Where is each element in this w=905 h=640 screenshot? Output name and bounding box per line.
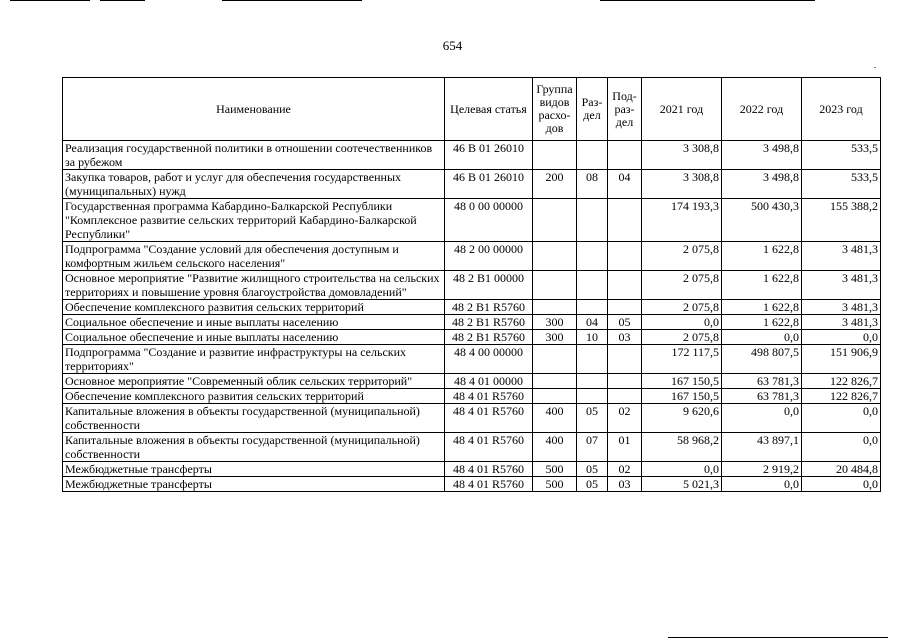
cell-2022: 3 498,8 xyxy=(722,141,802,170)
cell-section: 05 xyxy=(577,404,608,433)
cell-group xyxy=(533,345,577,374)
cell-section xyxy=(577,389,608,404)
cell-group: 500 xyxy=(533,477,577,492)
cell-2022: 1 622,8 xyxy=(722,315,802,330)
cell-target: 46 В 01 26010 xyxy=(445,170,533,199)
table-row xyxy=(63,271,881,300)
cell-2023: 3 481,3 xyxy=(802,242,881,271)
cell-section: 10 xyxy=(577,330,608,345)
cell-2021: 9 620,6 xyxy=(642,404,722,433)
table-row xyxy=(63,433,881,462)
cell-subsection: 03 xyxy=(608,477,642,492)
cell-2023: 0,0 xyxy=(802,404,881,433)
col-header-target: Целевая статья xyxy=(445,78,533,141)
col-header-name: Наименование xyxy=(63,78,445,141)
cell-2023: 3 481,3 xyxy=(802,300,881,315)
cell-target: 48 4 01 R5760 xyxy=(445,462,533,477)
cell-2022: 0,0 xyxy=(722,477,802,492)
cell-name: Межбюджетные трансферты xyxy=(63,462,445,477)
footer-rule xyxy=(668,637,888,638)
cell-section xyxy=(577,271,608,300)
cell-2021: 172 117,5 xyxy=(642,345,722,374)
cell-name: Закупка товаров, работ и услуг для обеспечения государственных (муниципальных) нужд xyxy=(63,170,445,199)
col-header-subsection: Под- раз- дел xyxy=(608,78,642,141)
cell-subsection: 01 xyxy=(608,433,642,462)
cell-2021: 167 150,5 xyxy=(642,374,722,389)
cell-2021: 174 193,3 xyxy=(642,199,722,242)
col-header-2021: 2021 год xyxy=(642,78,722,141)
cell-2023: 20 484,8 xyxy=(802,462,881,477)
cell-name: Реализация государственной политики в отношении соотечественников за рубежом xyxy=(63,141,445,170)
cell-subsection xyxy=(608,141,642,170)
cell-2022: 0,0 xyxy=(722,404,802,433)
col-header-2023: 2023 год xyxy=(802,78,881,141)
cell-name: Основное мероприятие "Современный облик сельских территорий" xyxy=(63,374,445,389)
cell-subsection xyxy=(608,374,642,389)
cell-name: Подпрограмма "Создание условий для обеспечения доступным и комфортным жильем сельского населения" xyxy=(63,242,445,271)
cell-2022: 1 622,8 xyxy=(722,242,802,271)
cell-2021: 2 075,8 xyxy=(642,330,722,345)
cell-target: 48 2 В1 R5760 xyxy=(445,300,533,315)
cell-subsection xyxy=(608,345,642,374)
table-header-row xyxy=(63,78,881,141)
cell-group xyxy=(533,199,577,242)
cell-2022: 3 498,8 xyxy=(722,170,802,199)
table-row xyxy=(63,345,881,374)
cell-2022: 63 781,3 xyxy=(722,389,802,404)
cell-2022: 43 897,1 xyxy=(722,433,802,462)
cell-group: 400 xyxy=(533,433,577,462)
cell-target: 48 4 01 R5760 xyxy=(445,433,533,462)
cell-subsection: 02 xyxy=(608,404,642,433)
table-row xyxy=(63,389,881,404)
cell-2021: 5 021,3 xyxy=(642,477,722,492)
cell-section xyxy=(577,242,608,271)
cell-section xyxy=(577,300,608,315)
table-row xyxy=(63,462,881,477)
cell-name: Основное мероприятие "Развитие жилищного строительства на сельских территориях и повышение уровня благоустройства домовладений" xyxy=(63,271,445,300)
cell-2023: 151 906,9 xyxy=(802,345,881,374)
cell-section: 05 xyxy=(577,462,608,477)
cell-target: 48 2 В1 R5760 xyxy=(445,330,533,345)
cell-section: 07 xyxy=(577,433,608,462)
table-row xyxy=(63,141,881,170)
cell-2021: 2 075,8 xyxy=(642,300,722,315)
cell-target: 48 4 01 R5760 xyxy=(445,477,533,492)
table-row xyxy=(63,300,881,315)
cell-2021: 0,0 xyxy=(642,315,722,330)
cell-2022: 2 919,2 xyxy=(722,462,802,477)
table-row xyxy=(63,170,881,199)
cell-target: 48 2 В1 R5760 xyxy=(445,315,533,330)
cell-2023: 3 481,3 xyxy=(802,271,881,300)
cell-name: Капитальные вложения в объекты государственной (муниципальной) собственности xyxy=(63,404,445,433)
cell-2022: 0,0 xyxy=(722,330,802,345)
col-header-group: Группа видов расхо- дов xyxy=(533,78,577,141)
cell-2023: 0,0 xyxy=(802,330,881,345)
header-rule-4 xyxy=(600,0,815,1)
table-row xyxy=(63,374,881,389)
cell-name: Социальное обеспечение и иные выплаты населению xyxy=(63,315,445,330)
cell-subsection: 05 xyxy=(608,315,642,330)
cell-section: 05 xyxy=(577,477,608,492)
table-row xyxy=(63,315,881,330)
cell-2022: 498 807,5 xyxy=(722,345,802,374)
cell-section xyxy=(577,374,608,389)
cell-section: 08 xyxy=(577,170,608,199)
cell-2021: 3 308,8 xyxy=(642,141,722,170)
cell-target: 48 0 00 00000 xyxy=(445,199,533,242)
cell-target: 48 2 В1 00000 xyxy=(445,271,533,300)
cell-group: 300 xyxy=(533,330,577,345)
cell-group xyxy=(533,300,577,315)
cell-subsection: 02 xyxy=(608,462,642,477)
table-row xyxy=(63,330,881,345)
budget-table xyxy=(62,77,881,492)
cell-group xyxy=(533,389,577,404)
cell-group: 400 xyxy=(533,404,577,433)
table-row xyxy=(63,404,881,433)
cell-group xyxy=(533,242,577,271)
cell-target: 48 4 01 R5760 xyxy=(445,389,533,404)
cell-group xyxy=(533,271,577,300)
cell-section xyxy=(577,345,608,374)
cell-2021: 0,0 xyxy=(642,462,722,477)
cell-group xyxy=(533,374,577,389)
cell-target: 48 4 00 00000 xyxy=(445,345,533,374)
table-row xyxy=(63,242,881,271)
cell-target: 48 2 00 00000 xyxy=(445,242,533,271)
cell-2023: 0,0 xyxy=(802,477,881,492)
header-rule-3 xyxy=(222,0,362,1)
cell-2023: 3 481,3 xyxy=(802,315,881,330)
cell-2023: 122 826,7 xyxy=(802,389,881,404)
cell-name: Обеспечение комплексного развития сельских территорий xyxy=(63,300,445,315)
cell-2021: 167 150,5 xyxy=(642,389,722,404)
cell-name: Межбюджетные трансферты xyxy=(63,477,445,492)
table-row xyxy=(63,199,881,242)
cell-2023: 533,5 xyxy=(802,141,881,170)
cell-2021: 2 075,8 xyxy=(642,242,722,271)
cell-group: 500 xyxy=(533,462,577,477)
cell-section xyxy=(577,199,608,242)
cell-name: Подпрограмма "Создание и развитие инфраструктуры на сельских территориях" xyxy=(63,345,445,374)
cell-target: 48 4 01 R5760 xyxy=(445,404,533,433)
cell-2022: 63 781,3 xyxy=(722,374,802,389)
cell-2021: 2 075,8 xyxy=(642,271,722,300)
cell-target: 48 4 01 00000 xyxy=(445,374,533,389)
cell-subsection xyxy=(608,242,642,271)
page-number: 654 xyxy=(442,38,463,53)
cell-name: Социальное обеспечение и иные выплаты населению xyxy=(63,330,445,345)
cell-target: 46 В 01 26010 xyxy=(445,141,533,170)
cell-subsection xyxy=(608,271,642,300)
scan-speck xyxy=(874,67,876,68)
cell-subsection xyxy=(608,199,642,242)
cell-subsection: 04 xyxy=(608,170,642,199)
header-rule-2 xyxy=(100,0,145,1)
cell-2022: 1 622,8 xyxy=(722,271,802,300)
cell-name: Капитальные вложения в объекты государственной (муниципальной) собственности xyxy=(63,433,445,462)
cell-2023: 155 388,2 xyxy=(802,199,881,242)
cell-2022: 500 430,3 xyxy=(722,199,802,242)
cell-name: Государственная программа Кабардино-Балкарской Республики "Комплексное развитие сельских территорий Кабардино-Балкарской Республики" xyxy=(63,199,445,242)
cell-2023: 122 826,7 xyxy=(802,374,881,389)
cell-2021: 3 308,8 xyxy=(642,170,722,199)
cell-group: 300 xyxy=(533,315,577,330)
table-row xyxy=(63,477,881,492)
cell-subsection: 03 xyxy=(608,330,642,345)
cell-section: 04 xyxy=(577,315,608,330)
cell-group xyxy=(533,141,577,170)
cell-subsection xyxy=(608,300,642,315)
cell-2023: 0,0 xyxy=(802,433,881,462)
cell-2021: 58 968,2 xyxy=(642,433,722,462)
cell-section xyxy=(577,141,608,170)
header-rule-1 xyxy=(10,0,90,1)
cell-subsection xyxy=(608,389,642,404)
cell-2023: 533,5 xyxy=(802,170,881,199)
cell-group: 200 xyxy=(533,170,577,199)
col-header-section: Раз- дел xyxy=(577,78,608,141)
cell-name: Обеспечение комплексного развития сельских территорий xyxy=(63,389,445,404)
cell-2022: 1 622,8 xyxy=(722,300,802,315)
col-header-2022: 2022 год xyxy=(722,78,802,141)
